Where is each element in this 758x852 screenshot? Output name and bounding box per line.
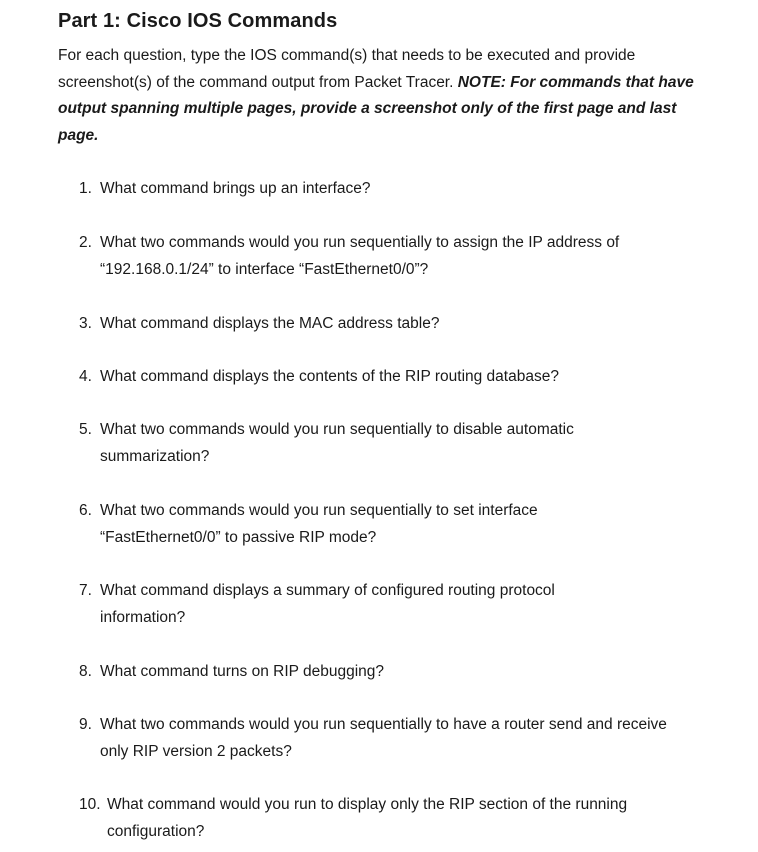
question-text: What command turns on RIP debugging?: [100, 663, 385, 680]
question-number: 6.: [79, 502, 92, 519]
question-number: 9.: [79, 716, 92, 733]
question-item: [79, 417, 639, 470]
instructions-note: NOTE: For commands that have output spanning multiple pages, provide a screenshot only of the first page and last page.: [58, 73, 694, 144]
question-number: 7.: [79, 582, 92, 599]
question-text: What command displays the contents of the RIP routing database?: [100, 368, 559, 385]
question-number: 5.: [79, 421, 92, 438]
question-number: 2.: [79, 234, 92, 251]
question-text: What command would you run to display only the RIP section of the running configuration?: [107, 796, 628, 840]
question-number: 1.: [79, 180, 92, 197]
question-text: What two commands would you run sequentially to have a router send and receive only RIP version 2 packets?: [100, 716, 667, 760]
question-item: [79, 498, 604, 551]
instructions-paragraph: [58, 43, 718, 149]
question-item: [79, 578, 619, 631]
question-item: [79, 364, 719, 391]
question-item: [79, 230, 679, 283]
question-item: [79, 712, 679, 765]
section-heading: Part 1: Cisco IOS Commands: [58, 10, 338, 32]
question-item: [79, 311, 719, 338]
question-number: 3.: [79, 315, 92, 332]
question-item: [79, 659, 719, 686]
question-text: What two commands would you run sequentially to set interface “FastEthernet0/0” to passive RIP mode?: [100, 502, 538, 546]
question-item: [79, 792, 699, 845]
question-number: 4.: [79, 368, 92, 385]
question-item: [79, 176, 719, 203]
question-number: 10.: [79, 796, 101, 813]
question-text: What two commands would you run sequentially to disable automatic summarization?: [100, 421, 574, 465]
question-text: What two commands would you run sequentially to assign the IP address of “192.168.0.1/24” to interface “FastEthernet0/0”?: [100, 234, 620, 278]
question-text: What command displays a summary of configured routing protocol information?: [100, 582, 555, 626]
instructions-text: For each question, type the IOS command(s) that needs to be executed and provide screenshot(s) of the command output from Packet Tracer.: [58, 47, 636, 91]
question-number: 8.: [79, 663, 92, 680]
question-text: What command displays the MAC address table?: [100, 315, 440, 332]
question-text: What command brings up an interface?: [100, 180, 371, 197]
